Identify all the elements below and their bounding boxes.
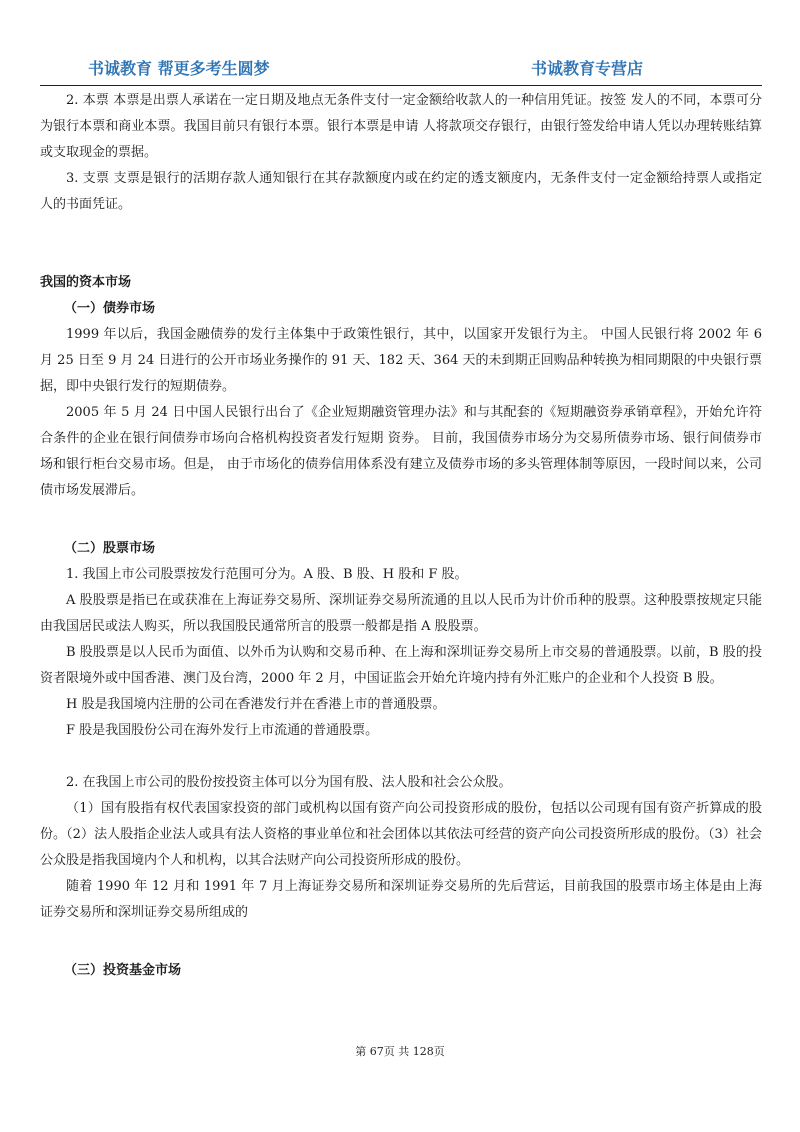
paragraph-short-term-financing: 2005 年 5 月 24 日中国人民银行出台了《企业短期融资管理办法》和与其配套的《短期融资券承销章程》，开始允许符合条件的企业在银行间债券市场向合格机构投资者发行短期 资券。 目前，我国债券市场分为交易所债券市场、银行间债券市场和银行柜台交易市场。但是， 由于市场化的债券信用体系没有建立及债券市场的多头管理体制等原因，一段时间以来，公司债市场发展滞后。 <box>40 405 762 498</box>
page-header <box>0 56 800 84</box>
paragraph-financial-bonds: 1999 年以后，我国金融债券的发行主体集中于政策性银行，其中，以国家开发银行为主。 中国人民银行将 2002 年 6 月 25 日至 9 月 24 日进行的公开市场业务操作的 91 天、182 天、364 天的未到期正回购品种转换为相同期限的中央银行票据，即中央银行发行的短期债券。 <box>40 327 762 394</box>
paragraph-a-shares: A 股股票是指已在或获准在上海证券交易所、深圳证券交易所流通的且以人民币为计价币种的股票。这种股票按规定只能由我国居民或法人购买，所以我国股民通常所言的股票一般都是指 A 股股票。 <box>40 593 762 634</box>
subsection-heading-fund-market: （三）投资基金市场 <box>64 963 182 978</box>
paragraph-f-shares: F 股是我国股份公司在海外发行上市流通的普通股票。 <box>66 723 379 738</box>
paragraph-h-shares: H 股是我国境内注册的公司在香港发行并在香港上市的普通股票。 <box>66 697 446 712</box>
paragraph-b-shares: B 股股票是以人民币为面值、以外币为认购和交易币种、在上海和深圳证券交易所上市交易的普通股票。以前，B 股的投资者限境外或中国香港、澳门及台湾，2000 年 2 月，中国证监会开始允许境内持有外汇账户的企业和个人投资 B 股。 <box>40 645 762 686</box>
paragraph-share-types: （1）国有股指有权代表国家投资的部门或机构以国有资产向公司投资形成的股份，包括以公司现有国有资产折算成的股份。（2）法人股指企业法人或具有法人资格的事业单位和社会团体以其依法可经营的资产向公司投资所形成的股份。（3）社会公众股是指我国境内个人和机构，以其合法财产向公司投资所形成的股份。 <box>40 801 762 868</box>
spacer <box>40 504 762 536</box>
subsection-heading-stock-market: （二）股票市场 <box>64 541 156 556</box>
spacer <box>40 926 762 958</box>
paragraph-stock-classes: 1. 我国上市公司股票按发行范围可分为。A 股、B 股、H 股和 F 股。 <box>66 567 468 582</box>
subsection-heading-bond-market: （一）债券市场 <box>64 301 156 316</box>
header-rule <box>40 85 762 86</box>
paragraph-check: 3. 支票 支票是银行的活期存款人通知银行在其存款额度内或在约定的透支额度内，无条件支付一定金额给持票人或指定人的书面凭证。 <box>40 171 762 212</box>
paragraph-exchanges: 随着 1990 年 12 月和 1991 年 7 月上海证券交易所和深圳证券交易所的先后营运，目前我国的股票市场主体是由上海证券交易所和深圳证券交易所组成的 <box>40 879 762 920</box>
header-store-name: 书诚教育专营店 <box>531 59 644 78</box>
paragraph-promissory-note: 2. 本票 本票是出票人承诺在一定日期及地点无条件支付一定金额给收款人的一种信用凭证。按签 发人的不同，本票可分为银行本票和商业本票。我国目前只有银行本票。银行本票是申请 人将款项交存银行，由银行签发给申请人凭以办理转账结算或支取现金的票据。 <box>40 93 762 160</box>
spacer <box>40 744 762 770</box>
section-heading-capital-market: 我国的资本市场 <box>40 275 132 290</box>
page-number: 第 67页 共 128页 <box>355 1045 445 1058</box>
document-body <box>40 88 762 984</box>
paragraph-share-ownership: 2. 在我国上市公司的股份按投资主体可以分为国有股、法人股和社会公众股。 <box>66 775 512 790</box>
header-slogan: 书诚教育 帮更多考生圆梦 <box>88 59 270 78</box>
